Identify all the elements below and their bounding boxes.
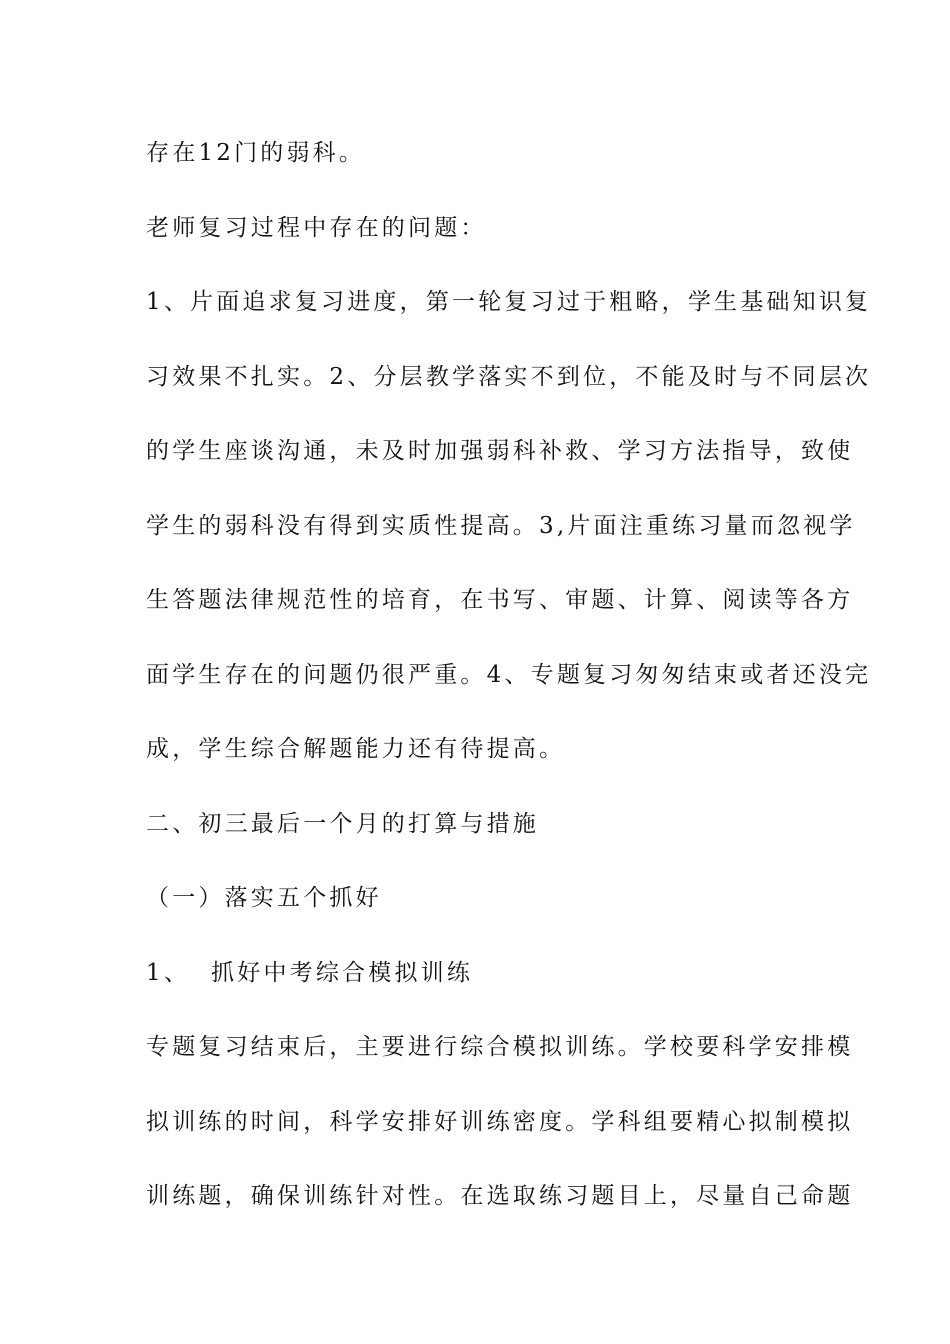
item-heading: 1、 抓好中考综合模拟训练 xyxy=(146,960,474,986)
text-line: 的学生座谈沟通，未及时加强弱科补救、学习方法指导，致使 xyxy=(146,438,854,464)
section-heading: 二、初三最后一个月的打算与措施 xyxy=(146,811,539,837)
text-line: 拟训练的时间，科学安排好训练密度。学科组要精心拟制模拟 xyxy=(146,1109,854,1135)
text-line: 存在12门的弱科。 xyxy=(146,140,366,166)
subsection-heading: （一）落实五个抓好 xyxy=(146,885,382,911)
text-line: 1、片面追求复习进度，第一轮复习过于粗略，学生基础知识复 xyxy=(146,289,872,315)
text-line: 面学生存在的问题仍很严重。4、专题复习匆匆结束或者还没完 xyxy=(146,662,872,688)
text-line: 习效果不扎实。2、分层教学落实不到位，不能及时与不同层次 xyxy=(146,364,872,390)
text-line: 学生的弱科没有得到实质性提高。3,片面注重练习量而忽视学 xyxy=(146,513,856,539)
text-line: 专题复习结束后，主要进行综合模拟训练。学校要科学安排模 xyxy=(146,1034,854,1060)
text-line: 成，学生综合解题能力还有待提高。 xyxy=(146,736,566,762)
text-line: 训练题，确保训练针对性。在选取练习题目上，尽量自己命题 xyxy=(146,1183,854,1209)
text-line: 生答题法律规范性的培育，在书写、审题、计算、阅读等各方 xyxy=(146,587,854,613)
text-line: 老师复习过程中存在的问题： xyxy=(146,215,487,241)
